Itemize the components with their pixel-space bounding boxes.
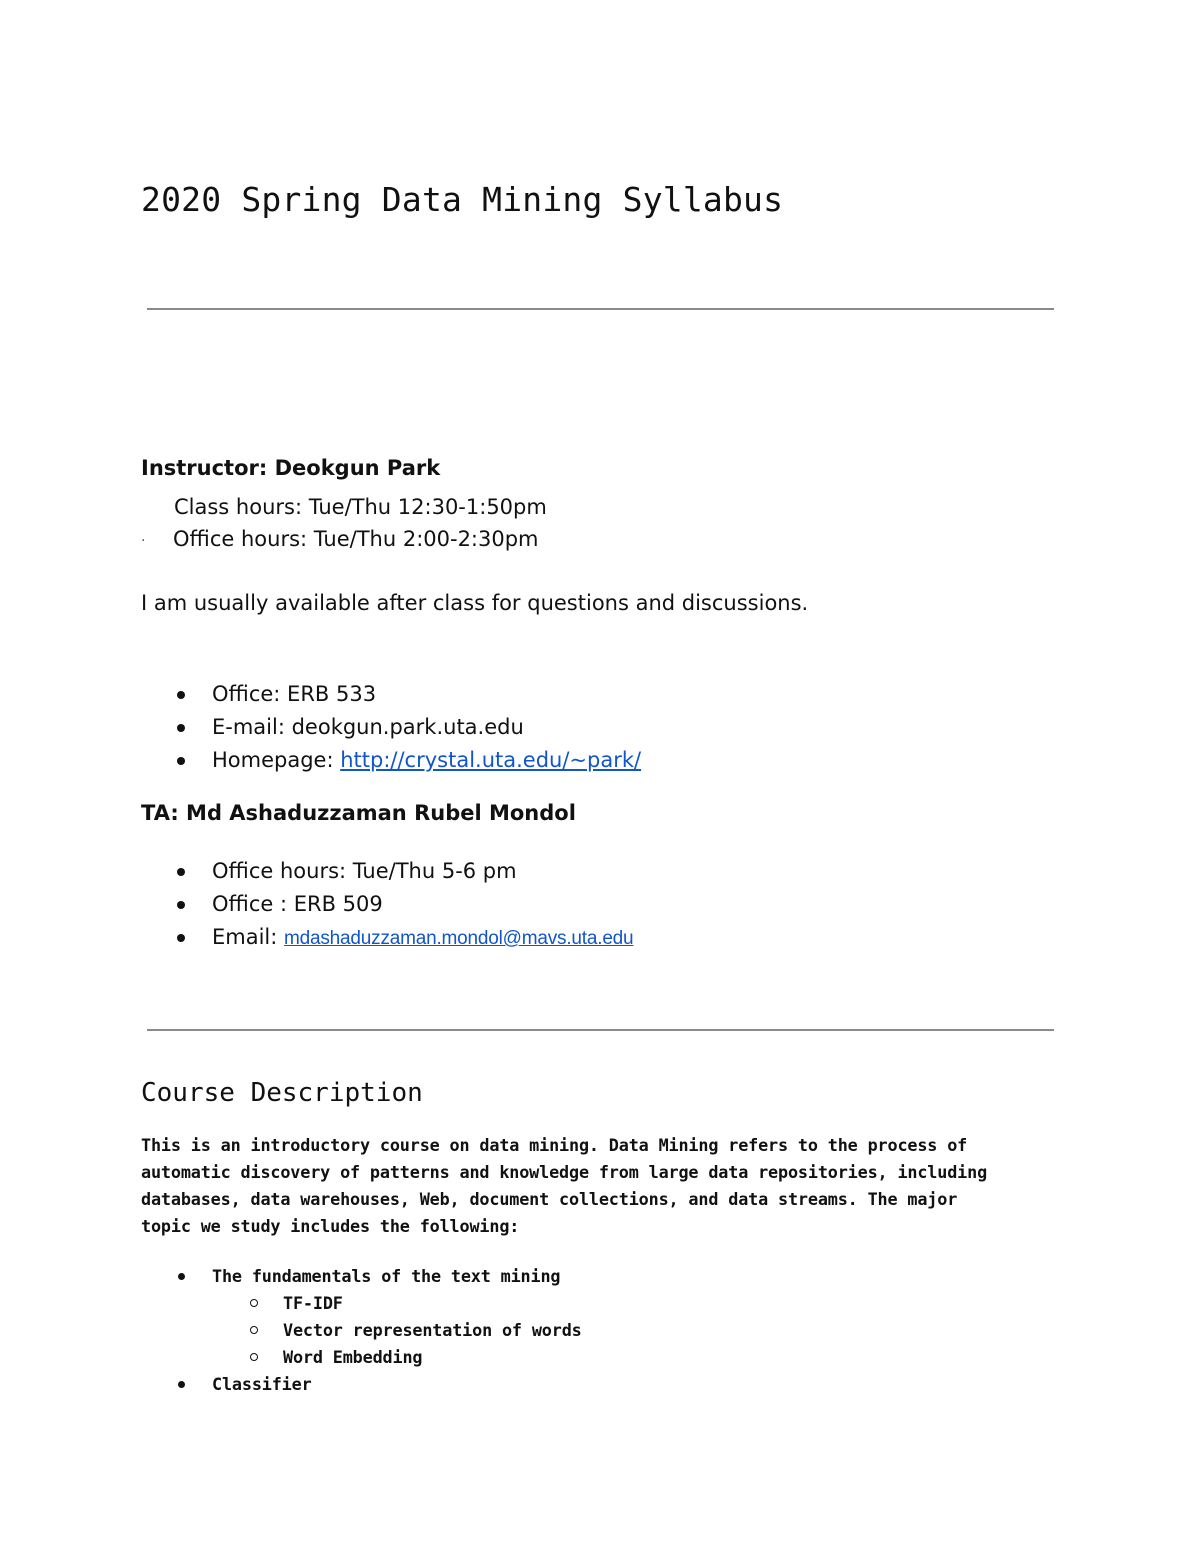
list-item-ta-office-hours — [141, 855, 633, 888]
document-title: 2020 Spring Data Mining Syllabus — [141, 180, 784, 219]
hollow-bullet-icon — [250, 1353, 258, 1361]
ta-contact-list — [141, 855, 633, 954]
instructor-contact-list — [141, 678, 641, 777]
topics-list — [141, 1263, 582, 1398]
horizontal-rule — [147, 308, 1054, 310]
bullet-icon — [177, 691, 185, 699]
list-item-ta-email — [141, 921, 633, 954]
class-hours: Class hours: Tue/Thu 12:30-1:50pm — [174, 495, 547, 519]
list-item-homepage — [141, 744, 641, 777]
stray-mark: · — [141, 533, 146, 549]
instructor-email: E-mail: deokgun.park.uta.edu — [212, 715, 524, 739]
availability-note: I am usually available after class for questions and discussions. — [141, 591, 809, 615]
list-item-office — [141, 678, 641, 711]
list-item — [141, 1371, 582, 1398]
list-item-email — [141, 711, 641, 744]
homepage-link[interactable]: http://crystal.uta.edu/~park/ — [340, 748, 642, 772]
subtopic-label: TF-IDF — [283, 1293, 343, 1313]
bullet-icon — [177, 724, 185, 732]
bullet-icon — [177, 868, 185, 876]
bullet-icon — [178, 1381, 185, 1388]
instructor-heading: Instructor: Deokgun Park — [141, 456, 441, 480]
bullet-icon — [177, 934, 185, 942]
bullet-icon — [178, 1273, 185, 1280]
ta-email-label: Email: — [212, 925, 285, 949]
ta-email-link[interactable]: mdashaduzzaman.mondol@mavs.uta.edu — [284, 928, 634, 949]
subtopic-label: Word Embedding — [283, 1347, 423, 1367]
description-line: This is an introductory course on data mining. Data Mining refers to the process of — [141, 1135, 968, 1155]
instructor-office: Office: ERB 533 — [212, 682, 377, 706]
description-line: automatic discovery of patterns and knowledge from large data repositories, including — [141, 1162, 988, 1182]
list-item — [141, 1344, 582, 1371]
list-item — [141, 1317, 582, 1344]
list-item — [141, 1290, 582, 1317]
topic-label: The fundamentals of the text mining — [212, 1266, 561, 1286]
horizontal-rule — [147, 1029, 1054, 1031]
ta-heading: TA: Md Ashaduzzaman Rubel Mondol — [141, 801, 576, 825]
description-line: topic we study includes the following: — [141, 1216, 520, 1236]
ta-office: Office : ERB 509 — [212, 892, 383, 916]
hollow-bullet-icon — [250, 1326, 258, 1334]
course-description-heading: Course Description — [141, 1078, 423, 1108]
list-item-ta-office — [141, 888, 633, 921]
homepage-label: Homepage: — [212, 748, 341, 772]
subtopic-label: Vector representation of words — [283, 1320, 582, 1340]
ta-office-hours: Office hours: Tue/Thu 5-6 pm — [212, 859, 517, 883]
hollow-bullet-icon — [250, 1299, 258, 1307]
bullet-icon — [177, 757, 185, 765]
instructor-office-hours: Office hours: Tue/Thu 2:00-2:30pm — [173, 527, 539, 551]
description-line: databases, data warehouses, Web, document collections, and data streams. The major — [141, 1189, 958, 1209]
bullet-icon — [177, 901, 185, 909]
list-item — [141, 1263, 582, 1290]
topic-label: Classifier — [212, 1374, 312, 1394]
course-description-text — [141, 1132, 1071, 1240]
